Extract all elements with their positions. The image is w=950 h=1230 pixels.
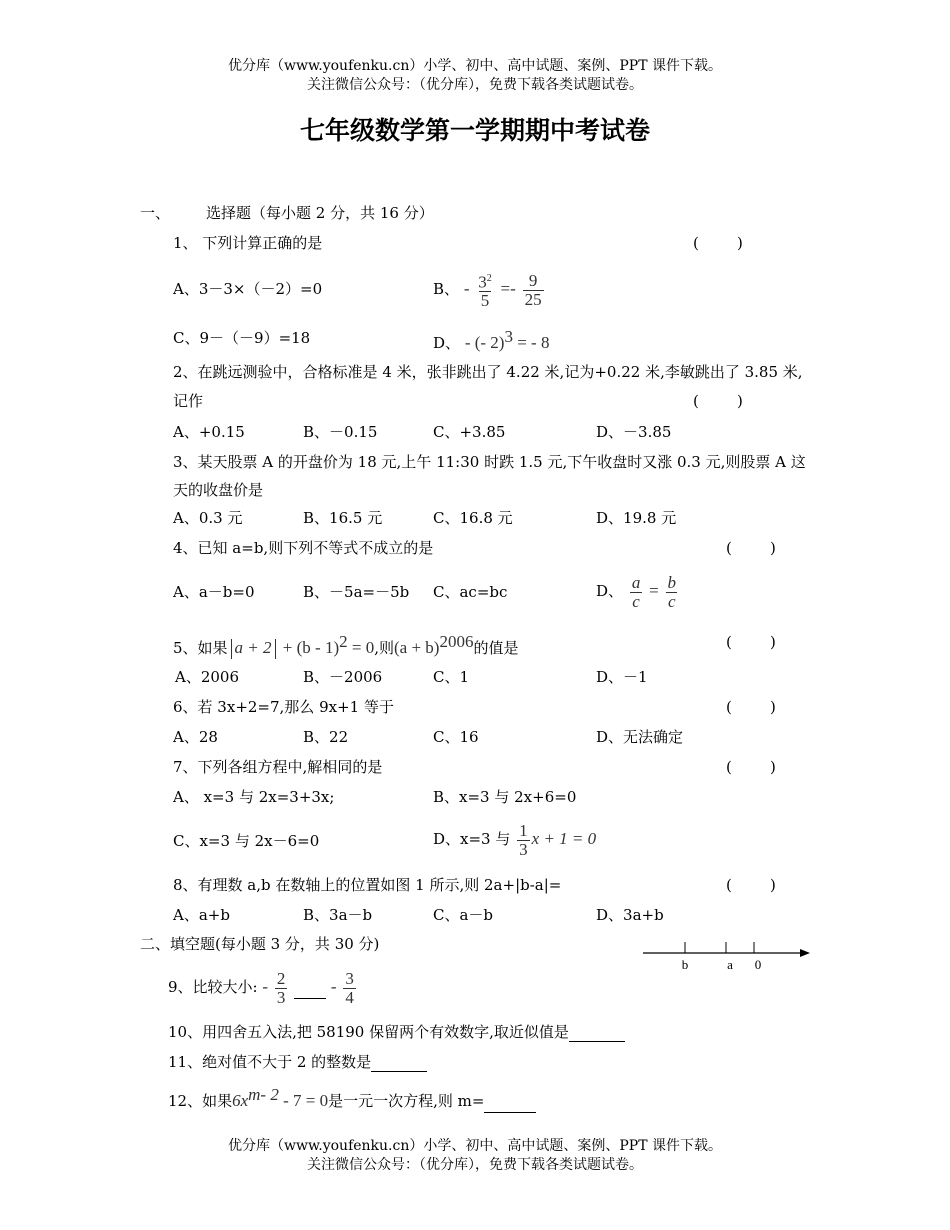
q5-option-d: D、－1 xyxy=(596,668,648,686)
q2-option-c: C、+3.85 xyxy=(433,423,506,441)
q9-neg1: - xyxy=(262,977,269,996)
q12-prefix: 12、如果 xyxy=(168,1092,233,1110)
q4-option-d xyxy=(596,570,680,614)
q8-option-b: B、3a－b xyxy=(303,906,373,924)
q10-blank[interactable] xyxy=(569,1025,625,1042)
q7-answer-paren: ( ) xyxy=(726,758,776,776)
q12-rest: - 7 = 0 xyxy=(278,1091,329,1110)
q8-stem: 8、有理数 a,b 在数轴上的位置如图 1 所示,则 2a+|b-a|= xyxy=(173,876,562,894)
section1-number: 一、 xyxy=(140,204,171,222)
q10-text: 10、用四舍五入法,把 58190 保留两个有效数字,取近似值是 xyxy=(168,1023,569,1041)
q4-option-b: B、－5a=－5b xyxy=(303,583,410,601)
q9-line xyxy=(168,965,358,1011)
q3-option-b: B、16.5 元 xyxy=(303,509,383,527)
q9-d2: 4 xyxy=(345,987,354,1007)
q2-option-b: B、－0.15 xyxy=(303,423,378,441)
q9-n2: 3 xyxy=(345,968,354,988)
section1-heading: 选择题（每小题 2 分，共 16 分） xyxy=(206,204,434,222)
q5-prefix: 5、如果 xyxy=(173,639,228,657)
q1-d-prefix: D、 xyxy=(433,334,461,352)
q4-option-a: A、a－b=0 xyxy=(173,583,255,601)
q6-option-b: B、22 xyxy=(303,728,349,746)
q7-option-b: B、x=3 与 2x+6=0 xyxy=(433,788,577,806)
q2-line-2: 记作 xyxy=(173,392,204,410)
q5-mid: + (b - 1) xyxy=(278,638,340,657)
q4-d-fraction-right xyxy=(665,574,678,611)
q7-d-prefix: D、x=3 与 xyxy=(433,830,511,848)
q1-d-rest: = - 8 xyxy=(512,333,550,352)
q5-mid-exp: 2 xyxy=(339,632,348,651)
number-line-arrow xyxy=(800,949,810,957)
q7-stem: 7、下列各组方程中,解相同的是 xyxy=(173,758,383,776)
q1-option-c: C、9－（－9）=18 xyxy=(173,329,311,347)
q6-option-a: A、28 xyxy=(173,728,218,746)
q12-line xyxy=(168,1083,536,1113)
q7-d-num: 1 xyxy=(519,820,528,840)
tick-label-a: a xyxy=(727,957,733,972)
q6-option-d: D、无法确定 xyxy=(596,728,684,746)
q5-answer-paren: ( ) xyxy=(726,633,776,651)
q12-suffix: 是一元一次方程,则 m= xyxy=(328,1092,485,1110)
q1-b-prefix: B、 xyxy=(433,280,460,298)
q8-option-c: C、a－b xyxy=(433,906,494,924)
q11-line xyxy=(168,1052,427,1072)
header-line-1: 优分库（www.youfenku.cn）小学、初中、高中试题、案例、PPT 课件下载。 xyxy=(227,58,722,74)
q4-answer-paren: ( ) xyxy=(726,539,776,557)
q1-d-exp: 3 xyxy=(504,327,513,346)
q5-expr2: (a + b) xyxy=(393,638,440,657)
q9-n1: 2 xyxy=(276,968,286,988)
q9-neg2: - xyxy=(330,977,337,996)
q9-fraction-2 xyxy=(343,970,356,1007)
number-line-figure xyxy=(640,938,815,974)
tick-label-b: b xyxy=(681,957,689,972)
footer-line-1: 优分库（www.youfenku.cn）小学、初中、高中试题、案例、PPT 课件下载。 xyxy=(227,1138,722,1154)
q3-line-1: 3、某天股票 A 的开盘价为 18 元,上午 11:30 时跌 1.5 元,下午收盘时又涨 0.3 元,则股票 A 这 xyxy=(173,453,806,471)
q12-exp: m- 2 xyxy=(248,1085,279,1104)
tick-label-zero: 0 xyxy=(754,957,762,972)
q1-option-a: A、3－3×（－2）=0 xyxy=(173,280,323,298)
q1-d-base: - (- 2) xyxy=(464,333,505,352)
q5-option-b: B、－2006 xyxy=(303,668,383,686)
q4-option-c: C、ac=bc xyxy=(433,583,508,601)
q8-option-d: D、3a+b xyxy=(596,906,664,924)
q9-d1: 3 xyxy=(276,987,286,1007)
q2-option-a: A、+0.15 xyxy=(173,423,245,441)
abs-bar-left xyxy=(231,639,232,659)
q7-d-rest: x + 1 = 0 xyxy=(531,829,597,848)
q4-d-lnum: a xyxy=(631,572,641,592)
q8-answer-paren: ( ) xyxy=(726,876,776,894)
q5-expr2-exp: 2006 xyxy=(439,632,474,651)
q5-abs-expr: a + 2 xyxy=(234,638,272,657)
q3-line-2: 天的收盘价是 xyxy=(173,481,264,499)
q4-stem: 4、已知 a=b,则下列不等式不成立的是 xyxy=(173,539,434,557)
page-title: 七年级数学第一学期期中考试卷 xyxy=(299,116,650,145)
q6-stem: 6、若 3x+2=7,那么 9x+1 等于 xyxy=(173,698,394,716)
q4-d-rnum: b xyxy=(667,572,676,592)
q12-coef: 6x xyxy=(232,1091,249,1110)
q1-b-den: 5 xyxy=(480,291,490,311)
q5-eq: = 0 xyxy=(347,638,375,657)
q7-d-den: 3 xyxy=(519,839,528,859)
q2-line-1: 2、在跳远测验中，合格标准是 4 米，张非跳出了 4.22 米,记为+0.22 米,李敏跳出了 3.85 米, xyxy=(173,363,803,381)
q4-d-fraction-left xyxy=(630,574,643,611)
q3-option-a: A、0.3 元 xyxy=(173,509,243,527)
q5-suffix: 的值是 xyxy=(473,639,519,657)
q1-b-num-base: 3 xyxy=(478,272,487,292)
q1-b-fraction-left xyxy=(476,270,494,311)
q4-d-prefix: D、 xyxy=(596,582,624,600)
q7-option-c: C、x=3 与 2x－6=0 xyxy=(173,832,320,850)
q1-b-equals: =- xyxy=(500,279,516,298)
q3-option-d: D、19.8 元 xyxy=(596,509,677,527)
q9-prefix: 9、比较大小: xyxy=(168,978,258,996)
q10-line xyxy=(168,1022,625,1042)
q5-option-a: A、2006 xyxy=(175,668,240,686)
q1-stem: 1、 下列计算正确的是 xyxy=(173,234,323,252)
q1-b-num-exp: 2 xyxy=(486,272,492,284)
q1-option-d xyxy=(433,327,549,353)
q5-stem xyxy=(173,630,518,660)
q2-answer-paren: ( ) xyxy=(693,392,743,410)
q9-blank[interactable] xyxy=(294,978,326,999)
footer-line-2: 关注微信公众号：（优分库），免费下载各类试题试卷。 xyxy=(307,1157,643,1173)
q5-then: ,则 xyxy=(374,639,394,657)
section2-heading: 二、填空题(每小题 3 分，共 30 分) xyxy=(140,935,380,953)
q1-answer-paren: ( ) xyxy=(693,234,743,252)
q11-text: 11、绝对值不大于 2 的整数是 xyxy=(168,1053,372,1071)
q1-option-b xyxy=(433,268,546,312)
q5-option-c: C、1 xyxy=(433,668,470,686)
q11-blank[interactable] xyxy=(371,1055,427,1072)
q6-answer-paren: ( ) xyxy=(726,698,776,716)
q2-option-d: D、－3.85 xyxy=(596,423,672,441)
q3-option-c: C、16.8 元 xyxy=(433,509,513,527)
q8-option-a: A、a+b xyxy=(173,906,230,924)
abs-bar-right xyxy=(275,639,276,659)
q4-d-rden: c xyxy=(667,591,676,611)
header-line-2: 关注微信公众号：（优分库），免费下载各类试题试卷。 xyxy=(307,77,643,93)
q1-b-rden: 25 xyxy=(524,289,542,309)
q1-b-fraction-right xyxy=(523,272,544,309)
q7-option-a: A、 x=3 与 2x=3+3x; xyxy=(173,788,335,806)
q6-option-c: C、16 xyxy=(433,728,479,746)
q4-d-equals: = xyxy=(649,581,659,600)
q4-d-lden: c xyxy=(632,591,640,611)
q7-option-d xyxy=(433,818,596,864)
q1-b-neg: - xyxy=(463,279,470,298)
q12-blank[interactable] xyxy=(484,1096,536,1113)
q1-b-rnum: 9 xyxy=(528,270,538,290)
q9-fraction-1 xyxy=(275,970,288,1007)
q7-d-fraction xyxy=(517,822,530,859)
